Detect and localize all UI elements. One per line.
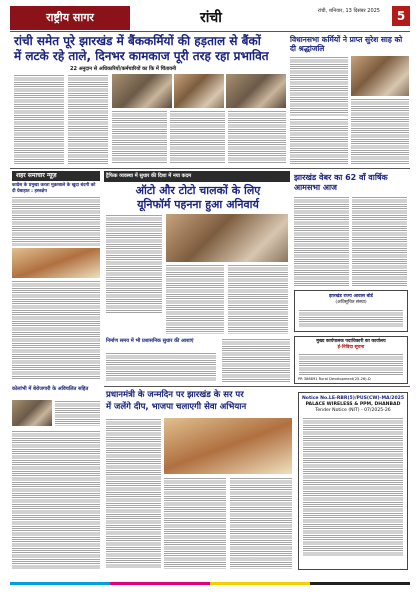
tender-ad-bottom xyxy=(298,392,408,570)
tender-title: मुख्य कार्यपालक पदाधिकारी का कार्यालय xyxy=(316,339,386,344)
housing-ad-line: (अधिसूचित संस्था) xyxy=(335,300,367,305)
masthead-rule xyxy=(10,31,410,32)
bottom-ad-title: Notice No.LE-RBR(5)/PUS(CW)-MA/2025 xyxy=(301,396,405,401)
auto-kicker: ट्रैफिक व्यवस्था में सुधार की दिशा में नया कदम xyxy=(106,173,192,179)
lead-text-col-3 xyxy=(112,110,167,164)
lead-text-col-1 xyxy=(14,74,64,164)
pm-headline-2: में जलेंगे दीप, भाजपा चलाएगी सेवा अभियान xyxy=(106,402,247,412)
print-color-bar xyxy=(10,582,410,585)
left-story-text xyxy=(12,196,100,246)
lead-text-col-5 xyxy=(228,110,286,164)
housing-ad xyxy=(294,290,408,332)
tender-notice xyxy=(294,336,408,384)
webinar-text-1 xyxy=(294,196,349,286)
mid-right-text xyxy=(222,338,290,382)
bottom-ad-body xyxy=(303,417,403,557)
small-left-title: कोलांभी में बेरोजगारी के अविचलित सहित xyxy=(12,386,89,392)
auto-headline-1: ऑटो और टोटो चालकों के लिए xyxy=(135,184,261,197)
pm-text-col-1 xyxy=(106,418,161,568)
page-number: 5 xyxy=(392,6,410,26)
city-name: रांची xyxy=(200,10,222,26)
small-left-text-2 xyxy=(12,430,100,570)
lead-photo-1 xyxy=(112,74,172,108)
small-left-text-1 xyxy=(55,400,100,426)
auto-photo xyxy=(166,214,288,262)
section-rule-1 xyxy=(10,168,410,169)
auto-text-col-3 xyxy=(228,264,288,334)
mid-left-title: निर्माण समय में भी प्रशासनिक सुधार की आशाएं xyxy=(106,338,194,344)
auto-text-col-1 xyxy=(106,214,162,314)
lead-photo-2 xyxy=(174,74,224,108)
webinar-headline: झारखंड वेबर का 62 वाँ वार्षिक आमसभा आज xyxy=(294,173,388,192)
pm-headline-1: प्रधानमंत्री के जन्मदिन पर झारखंड के सर पर xyxy=(106,390,244,400)
right-top-text-1 xyxy=(290,56,348,116)
masthead xyxy=(10,6,410,30)
housing-ad-body xyxy=(299,309,403,327)
paper-logo: राष्ट्रीय सागर xyxy=(10,6,130,30)
housing-ad-title: झारखंड राज्य आवास बोर्ड xyxy=(329,294,373,299)
auto-text-col-2 xyxy=(166,264,224,334)
pm-text-col-2 xyxy=(164,477,226,569)
left-story-photo xyxy=(12,248,100,278)
auto-headline-2: यूनिफॉर्म पहनना हुआ अनिवार्य xyxy=(137,198,259,211)
pm-photo xyxy=(164,418,292,474)
left-section-band: शहर समाचार न्यूज़ xyxy=(12,171,100,181)
lead-photo-3 xyxy=(226,74,286,108)
lead-text-col-2 xyxy=(68,74,108,164)
lead-headline-1: रांची समेत पूरे झारखंड में बैंककर्मियों की हड़ताल से बैंकों xyxy=(14,34,261,48)
right-top-photo xyxy=(351,56,409,96)
pm-text-col-3 xyxy=(230,477,292,569)
bottom-ad-line: Tender Notice (NIT) - 07/2025-26 xyxy=(315,408,391,413)
right-top-text-2 xyxy=(351,98,409,164)
webinar-text-2 xyxy=(352,196,407,286)
mid-left-text xyxy=(106,352,216,382)
right-top-text-3 xyxy=(290,118,348,164)
right-top-headline: विधानसभा कर्मियों ने प्राप्त सुरेश साह को दी श्रद्धांजलि xyxy=(290,35,403,53)
tender-body xyxy=(299,353,403,375)
tender-subtitle: ई-निविदा सूचना xyxy=(337,345,365,350)
tender-ref: PR 386891 Rural Development(25-26)-D xyxy=(298,377,371,381)
section-rule-2 xyxy=(104,386,410,387)
date-line: रांची, शनिवार, 13 दिसंबर 2025 xyxy=(317,8,380,14)
lead-subhead: 22 अनुदान से अधिकारियों/कर्मचारियों का कि में चिंतावनी xyxy=(70,66,177,72)
lead-text-col-4 xyxy=(170,110,225,164)
left-story-title: काग्रेस के प्रमुखा करता मुक़ाबाले के खुदा बंदगी को दी ग्रेबाहात : हस्तक्षेप xyxy=(12,183,96,194)
lead-headline-2: में लटके रहे ताले, दिनभर कामकाज पूरी तरह रहा प्रभावित xyxy=(14,49,269,63)
bottom-ad-subtitle: PALACE WIRELESS & PPM, DHANBAD xyxy=(305,402,401,407)
small-left-photo xyxy=(12,400,52,426)
left-column-text xyxy=(12,280,100,380)
